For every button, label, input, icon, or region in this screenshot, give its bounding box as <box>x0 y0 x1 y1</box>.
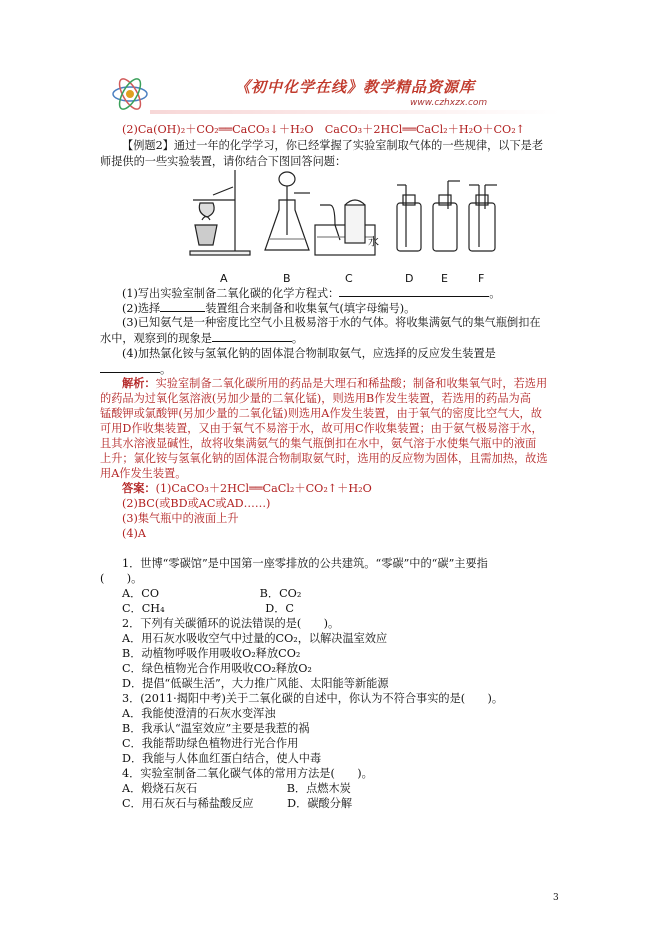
exercise-option: C．我能帮助绿色植物进行光合作用 <box>122 737 299 750</box>
banner-title: 《初中化学在线》教学精品资源库 <box>235 78 476 96</box>
header-equation: (2)Ca(OH)₂＋CO₂══CaCO₃↓＋H₂O CaCO₃＋2HCl══CaCl₂＋H₂O＋CO₂↑ <box>122 123 526 136</box>
exercise-option: D．我能与人体血红蛋白结合，使人中毒 <box>122 752 322 765</box>
exercise-option: A．我能使澄清的石灰水变浑浊 <box>122 707 276 720</box>
answer-line-3: (3)集气瓶中的液面上升 <box>122 512 239 525</box>
resource-banner <box>110 70 560 120</box>
question-4: (4)加热氯化铵与氢氧化钠的固体混合物制取氨气，应选择的反应发生装置是 <box>122 347 496 360</box>
answer-line-1: 答案：(1)CaCO₃＋2HCl══CaCl₂＋CO₂↑＋H₂O <box>122 481 372 495</box>
water-label: 水 <box>368 235 379 248</box>
apparatus-b <box>265 172 310 250</box>
example-line-1: 【例题2】通过一年的化学学习，你已经掌握了实验室制取气体的一些规律，以下是老 <box>122 139 544 152</box>
question-3-line-2: 水中，观察到的现象是 。 <box>100 332 304 345</box>
apparatus-f <box>469 185 497 251</box>
analysis-line-3: 锰酸钾或氯酸钾(另加少量的二氧化锰)则选用A作发生装置，由于氧气的密度比空气大，故 <box>100 407 542 420</box>
apparatus-label-f: F <box>478 272 485 285</box>
exercise-option: D．提倡“低碳生活”，大力推广风能、太阳能等新能源 <box>122 677 389 690</box>
apparatus-label-a: A <box>220 272 228 285</box>
answer-label: 答案： <box>122 481 156 495</box>
analysis-line-1: 解析：实验室制备二氧化碳所用的药品是大理石和稀盐酸；制备和收集氧气时，若选用 <box>122 376 548 390</box>
apparatus-label-e: E <box>441 272 448 285</box>
question-2: (2)选择 装置组合来制备和收集氧气(填字母编号)。 <box>122 302 416 315</box>
exercise-option: B．我承认“温室效应”主要是我惹的祸 <box>122 722 310 735</box>
page-number: 3 <box>553 893 559 903</box>
apparatus-a <box>190 170 250 255</box>
exercise-option: A．煅烧石灰石 B．点燃木炭 <box>122 782 351 795</box>
apparatus-c <box>315 200 375 255</box>
question-4-blank: 。 <box>100 361 171 377</box>
exercise-line: 2．下列有关碳循环的说法错误的是( )。 <box>122 617 340 630</box>
exercise-line: ( )。 <box>100 572 143 585</box>
lab-apparatus-figure <box>185 165 525 285</box>
question-3-line-1: (3)已知氨气是一种密度比空气小且极易溶于水的气体。将收集满氨气的集气瓶倒扣在 <box>122 316 541 329</box>
analysis-line-5: 且其水溶液显碱性，故将收集满氨气的集气瓶倒扣在水中，氨气溶于水使集气瓶中的液面 <box>100 437 537 450</box>
exercise-option: B．动植物呼吸作用吸收O₂释放CO₂ <box>122 647 301 660</box>
answer-blank <box>100 361 160 373</box>
answer-blank <box>339 285 489 297</box>
analysis-line-6: 上升；氯化铵与氢氧化钠的固体混合物制取氨气时，选用的反应物为固体，且需加热，故选 <box>100 452 548 465</box>
analysis-line-2: 的药品为过氧化氢溶液(另加少量的二氧化锰)，则选用B作发生装置，若选用的药品为高 <box>100 392 531 405</box>
answer-line-4: (4)A <box>122 527 146 540</box>
apparatus-e <box>433 181 460 251</box>
answer-line-2: (2)BC(或BD或AC或AD……) <box>122 497 271 510</box>
exercise-line: 3．(2011·揭阳中考)关于二氧化碳的自述中，你认为不符合事实的是( )。 <box>122 692 504 705</box>
analysis-line-4: 可用D作收集装置，又由于氧气不易溶于水，故可用C作收集装置；由于氨气极易溶于水， <box>100 422 543 435</box>
analysis-line-7: 用A作发生装置。 <box>100 467 187 480</box>
banner-url: www.czhxzx.com <box>410 98 488 108</box>
exercise-option: C．用石灰石与稀盐酸反应 D．碳酸分解 <box>122 797 353 810</box>
answer-blank <box>160 300 205 312</box>
apparatus-d <box>397 185 421 251</box>
exercise-line: 1．世博“零碳馆”是中国第一座零排放的公共建筑。“零碳”中的“碳”主要指 <box>122 557 488 570</box>
example-line-2: 师提供的一些实验装置，请你结合下图回答问题： <box>100 155 347 168</box>
apparatus-label-b: B <box>283 272 291 285</box>
question-1: (1)写出实验室制备二氧化碳的化学方程式： 。 <box>122 287 501 300</box>
exercise-line: 4．实验室制备二氧化碳气体的常用方法是( )。 <box>122 767 373 780</box>
atom-logo-icon <box>110 70 150 118</box>
exercise-option: A．用石灰水吸收空气中过量的CO₂，以解决温室效应 <box>122 632 388 645</box>
exercise-option: C．绿色植物光合作用吸收CO₂释放O₂ <box>122 662 312 675</box>
analysis-label: 解析： <box>122 376 156 390</box>
apparatus-label-d: D <box>405 272 414 285</box>
banner-stripe <box>150 110 560 114</box>
apparatus-label-c: C <box>345 272 353 285</box>
answer-blank <box>212 330 292 342</box>
exercise-option: C．CH₄ D．C <box>122 602 294 615</box>
exercise-option: A．CO B．CO₂ <box>122 587 302 600</box>
